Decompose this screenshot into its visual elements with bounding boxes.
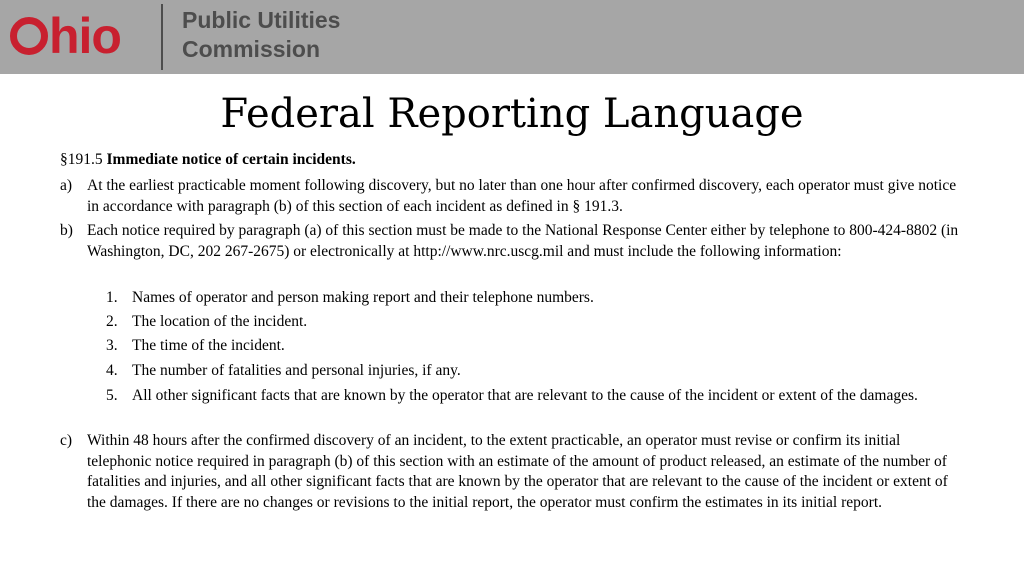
list-item-text: The number of fatalities and personal injuries, if any. xyxy=(132,362,461,379)
paragraph-text: At the earliest practicable moment following discovery, but no later than one hour after confirmed discovery, each operator must give notice in accordance with paragraph (b) of this section of each incident as defined in § 191.3. xyxy=(87,177,957,215)
list-item-number: 2. xyxy=(106,313,118,330)
list-item-number: 1. xyxy=(106,289,118,306)
ohio-logo-o-icon xyxy=(10,17,48,55)
page-title: Federal Reporting Language xyxy=(220,91,804,137)
agency-line-1: Public Utilities xyxy=(182,7,341,33)
paragraph-label: b) xyxy=(60,222,73,239)
list-item-number: 3. xyxy=(106,337,118,354)
list-item-text: All other significant facts that are known by the operator that are relevant to the cause of the incident or extent of the damages. xyxy=(132,387,918,404)
section-title: Immediate notice of certain incidents. xyxy=(106,151,356,168)
agency-line-2: Commission xyxy=(182,36,321,62)
paragraph-label: a) xyxy=(60,177,73,194)
section-number: §191.5 xyxy=(60,151,103,168)
list-item-number: 4. xyxy=(106,362,118,379)
agency-name xyxy=(182,6,340,64)
list-item-text: The time of the incident. xyxy=(132,337,285,354)
ohio-logo-text: hio xyxy=(49,8,121,64)
paragraph-text: Within 48 hours after the confirmed discovery of an incident, to the extent practicable, an operator must revise or confirm its initial telephonic notice required in paragraph (b) of this section with an estimate of the amount of product released, an estimate of the number of fatalities and injuries, and all other significant facts that are known by the operator that are relevant to the cause of the incident or extent of the damages. If there are no changes or revisions to the initial report, the operator must confirm the estimates in its initial report. xyxy=(87,432,948,511)
list-item-text: Names of operator and person making report and their telephone numbers. xyxy=(132,289,594,306)
section-heading xyxy=(60,150,356,171)
paragraph-label: c) xyxy=(60,432,73,449)
paragraph-text: Each notice required by paragraph (a) of this section must be made to the National Response Center either by telephone to 800-424-8802 (in Washington, DC, 202 267-2675) or electronically at http://www.nrc.uscg.mil and must include the following information: xyxy=(87,222,959,260)
list-item-number: 5. xyxy=(106,387,118,404)
ohio-logo xyxy=(10,6,121,66)
logo-divider xyxy=(161,4,163,70)
list-item-text: The location of the incident. xyxy=(132,313,308,330)
header-banner xyxy=(0,0,1024,74)
